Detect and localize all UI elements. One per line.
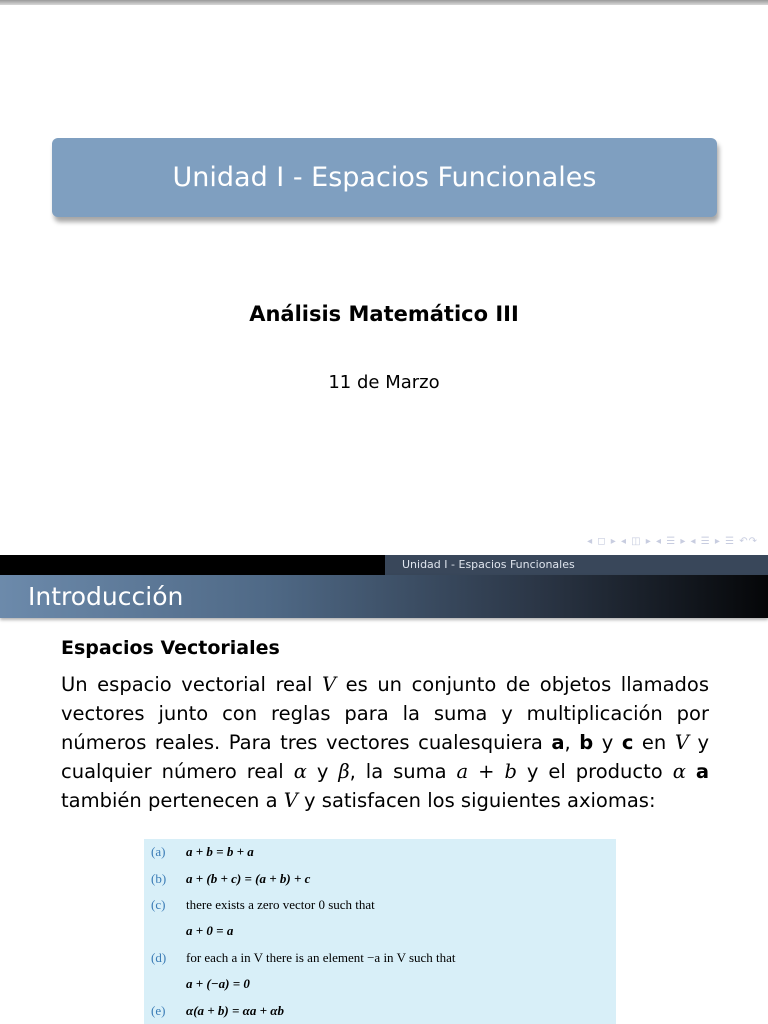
math-V: V bbox=[674, 731, 689, 754]
header-title: Unidad I - Espacios Funcionales bbox=[385, 555, 768, 575]
text: es un conjunto de objetos llamados vectores junto con reglas para la suma y multiplicación por números reales. Para tres vectores cualesquiera bbox=[61, 673, 709, 754]
axiom-row bbox=[144, 1001, 616, 1021]
math-alpha: α bbox=[293, 760, 307, 783]
axiom-row bbox=[144, 921, 616, 941]
math-alpha: α bbox=[672, 760, 686, 783]
axiom-label: (a) bbox=[151, 844, 166, 859]
math-beta: β bbox=[338, 760, 350, 783]
header-left bbox=[0, 555, 385, 575]
course-name: Análisis Matemático III bbox=[249, 302, 519, 326]
vector-b: b bbox=[579, 731, 594, 754]
text: y bbox=[306, 760, 339, 783]
vector-a: a bbox=[551, 731, 565, 754]
axiom-text: a + (b + c) = (a + b) + c bbox=[186, 871, 311, 886]
axiom-label: (c) bbox=[151, 897, 166, 912]
text: , la suma bbox=[349, 760, 457, 783]
text: y bbox=[593, 731, 622, 754]
math-V: V bbox=[283, 789, 298, 812]
math-V: V bbox=[321, 673, 337, 696]
content-slide bbox=[0, 555, 768, 1024]
math-sum: a + b bbox=[456, 760, 517, 783]
text: Un espacio vectorial real bbox=[61, 673, 322, 696]
axiom-text: a + b = b + a bbox=[186, 844, 254, 859]
vector-a: a bbox=[695, 760, 709, 783]
text: , bbox=[564, 731, 580, 754]
definition-paragraph bbox=[61, 670, 709, 815]
frame-title: Introducción bbox=[0, 575, 768, 618]
axiom-text: a + (−a) = 0 bbox=[186, 976, 250, 991]
presentation-title: Unidad I - Espacios Funcionales bbox=[172, 162, 597, 193]
axioms-box bbox=[144, 839, 616, 1024]
axiom-text: α(a + b) = αa + αb bbox=[186, 1003, 284, 1018]
axiom-row bbox=[144, 869, 616, 889]
text: y satisfacen los siguientes axiomas: bbox=[297, 789, 656, 812]
axiom-text: a + 0 = a bbox=[186, 923, 234, 938]
text: en bbox=[633, 731, 675, 754]
axiom-text: for each a in V there is an element −a in V such that bbox=[186, 950, 456, 965]
axiom-row bbox=[144, 948, 616, 968]
axiom-label: (b) bbox=[151, 871, 167, 886]
axiom-label: (e) bbox=[151, 1003, 166, 1018]
beamer-navigation-icons[interactable]: ◂ ◻ ▸ ◂ ◫ ▸ ◂ ☰ ▸ ◂ ☰ ▸ ☰ ↶↷ bbox=[587, 536, 758, 547]
axiom-row bbox=[144, 895, 616, 915]
presentation-date: 11 de Marzo bbox=[328, 372, 440, 393]
text: y cualquier número real bbox=[61, 731, 709, 783]
header-bar bbox=[0, 555, 768, 575]
vector-c: c bbox=[621, 731, 634, 754]
axiom-row bbox=[144, 842, 616, 862]
text: y el producto bbox=[516, 760, 673, 783]
top-border bbox=[0, 0, 768, 5]
axiom-label: (d) bbox=[151, 950, 167, 965]
text: también pertenecen a bbox=[61, 789, 284, 812]
section-title: Espacios Vectoriales bbox=[61, 637, 280, 659]
axiom-text: there exists a zero vector 0 such that bbox=[186, 897, 375, 912]
axiom-row bbox=[144, 974, 616, 994]
title-box bbox=[52, 138, 717, 217]
